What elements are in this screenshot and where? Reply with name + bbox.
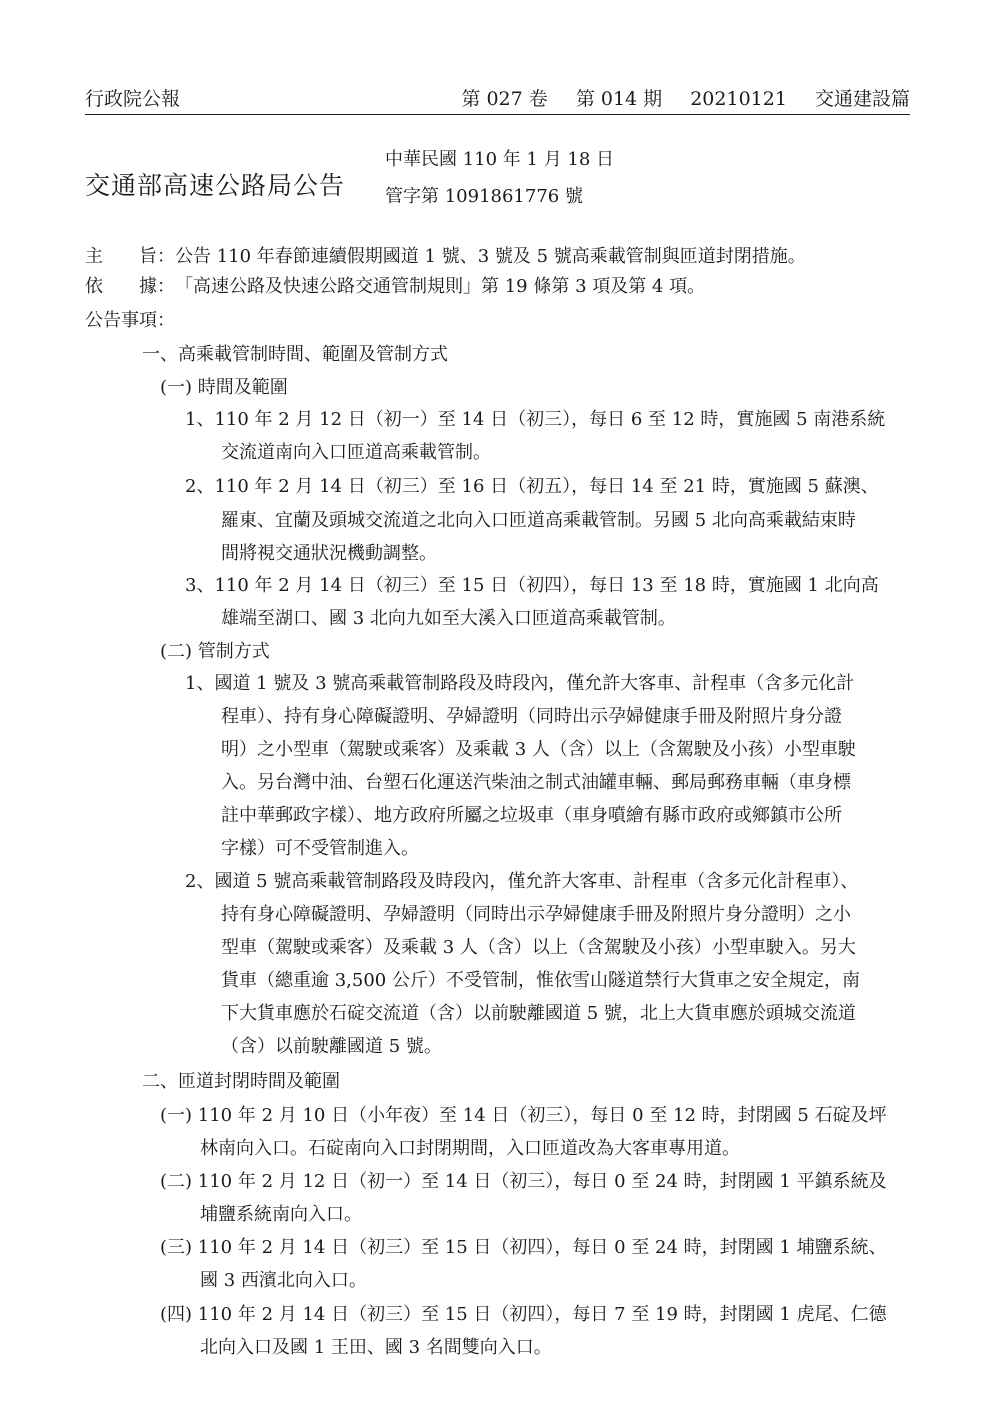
item-1-2-2-line: 2、國道 5 號高乘載管制路段及時段內，僅允許大客車、計程車（含多元化計程車）、: [185, 871, 859, 892]
notice-ref-no: 管字第 1091861776 號: [385, 186, 583, 207]
item-1-1-2-line: 間將視交通狀況機動調整。: [221, 543, 437, 564]
section-name: 交通建設篇: [814, 88, 910, 110]
section-2-heading: 二、匝道封閉時間及範圍: [142, 1071, 340, 1092]
item-1-2-2-line: （含）以前駛離國道 5 號。: [221, 1036, 442, 1057]
item-1-2-2-line: 下大貨車應於石碇交流道（含）以前駛離國道 5 號，北上大貨車應於頭城交流道: [221, 1003, 856, 1024]
notice-title: 交通部高速公路局公告: [85, 171, 346, 200]
publication-name: 行政院公報: [85, 88, 181, 110]
basis-label: 依 據：: [85, 276, 175, 297]
item-1-2-1-line: 字樣）可不受管制進入。: [221, 838, 419, 859]
item-1-2-2-line: 貨車（總重逾 3,500 公斤）不受管制，惟依雪山隧道禁行大貨車之安全規定，南: [221, 970, 860, 991]
item-1-2-1-line: 1、國道 1 號及 3 號高乘載管制路段及時段內，僅允許大客車、計程車（含多元化計: [185, 673, 855, 694]
subject-text: 公告 110 年春節連續假期國道 1 號、3 號及 5 號高乘載管制與匝道封閉措施。: [175, 246, 806, 267]
item-1-1-3-line: 3、110 年 2 月 14 日（初三）至 15 日（初四），每日 13 至 18 時，實施國 1 北向高: [185, 575, 879, 596]
item-1-1-3-line: 雄端至湖口、國 3 北向九如至大溪入口匝道高乘載管制。: [221, 608, 676, 629]
item-1-1-1-line: 交流道南向入口匝道高乘載管制。: [221, 442, 491, 463]
section-1-2-heading: (二) 管制方式: [160, 641, 270, 662]
item-1-1-1-line: 1、110 年 2 月 12 日（初一）至 14 日（初三），每日 6 至 12 時，實施國 5 南港系統: [185, 409, 886, 430]
item-1-2-1-line: 入。另台灣中油、台塑石化運送汽柴油之制式油罐車輛、郵局郵務車輛（車身標: [221, 772, 851, 793]
item-2-4-line: (四) 110 年 2 月 14 日（初三）至 15 日（初四），每日 7 至 19 時，封閉國 1 虎尾、仁德: [160, 1304, 887, 1325]
section-1-1-heading: (一) 時間及範圍: [160, 377, 288, 398]
item-2-2-line: 埔鹽系統南向入口。: [200, 1204, 362, 1225]
publication-date: 20210121: [690, 88, 787, 110]
items-label: 公告事項：: [85, 310, 175, 331]
item-1-2-1-line: 明）之小型車（駕駛或乘客）及乘載 3 人（含）以上（含駕駛及小孩）小型車駛: [221, 739, 856, 760]
issue-info: [461, 84, 910, 111]
basis-text: 「高速公路及快速公路交通管制規則」第 19 條第 3 項及第 4 項。: [175, 276, 706, 297]
item-2-1-line: 林南向入口。石碇南向入口封閉期間，入口匝道改為大客車專用道。: [200, 1138, 740, 1159]
item-2-3-line: 國 3 西濱北向入口。: [200, 1270, 367, 1291]
item-1-1-2-line: 2、110 年 2 月 14 日（初三）至 16 日（初五），每日 14 至 21 時，實施國 5 蘇澳、: [185, 476, 879, 497]
issue-number: 第 014 期: [575, 88, 663, 110]
basis-line: [85, 272, 705, 298]
notice-date: 中華民國 110 年 1 月 18 日: [385, 149, 615, 170]
page-header: [85, 84, 910, 114]
subject-label: 主 旨：: [85, 246, 175, 267]
item-1-2-1-line: 註中華郵政字樣）、地方政府所屬之垃圾車（車身噴繪有縣市政府或鄉鎮市公所: [221, 805, 842, 826]
item-2-4-line: 北向入口及國 1 王田、國 3 名間雙向入口。: [200, 1337, 552, 1358]
item-1-1-2-line: 羅東、宜蘭及頭城交流道之北向入口匝道高乘載管制。另國 5 北向高乘載結束時: [221, 510, 856, 531]
item-2-3-line: (三) 110 年 2 月 14 日（初三）至 15 日（初四），每日 0 至 24 時，封閉國 1 埔鹽系統、: [160, 1237, 887, 1258]
item-1-2-2-line: 型車（駕駛或乘客）及乘載 3 人（含）以上（含駕駛及小孩）小型車駛入。另大: [221, 937, 856, 958]
section-1-heading: 一、高乘載管制時間、範圍及管制方式: [142, 344, 448, 365]
item-1-2-2-line: 持有身心障礙證明、孕婦證明（同時出示孕婦健康手冊及附照片身分證明）之小: [221, 904, 851, 925]
header-rule: [85, 114, 910, 115]
item-1-2-1-line: 程車）、持有身心障礙證明、孕婦證明（同時出示孕婦健康手冊及附照片身分證: [221, 706, 842, 727]
item-2-2-line: (二) 110 年 2 月 12 日（初一）至 14 日（初三），每日 0 至 24 時，封閉國 1 平鎮系統及: [160, 1171, 887, 1192]
subject-line: [85, 242, 806, 268]
volume-number: 第 027 卷: [461, 88, 548, 110]
item-2-1-line: (一) 110 年 2 月 10 日（小年夜）至 14 日（初三），每日 0 至 12 時，封閉國 5 石碇及坪: [160, 1105, 887, 1126]
